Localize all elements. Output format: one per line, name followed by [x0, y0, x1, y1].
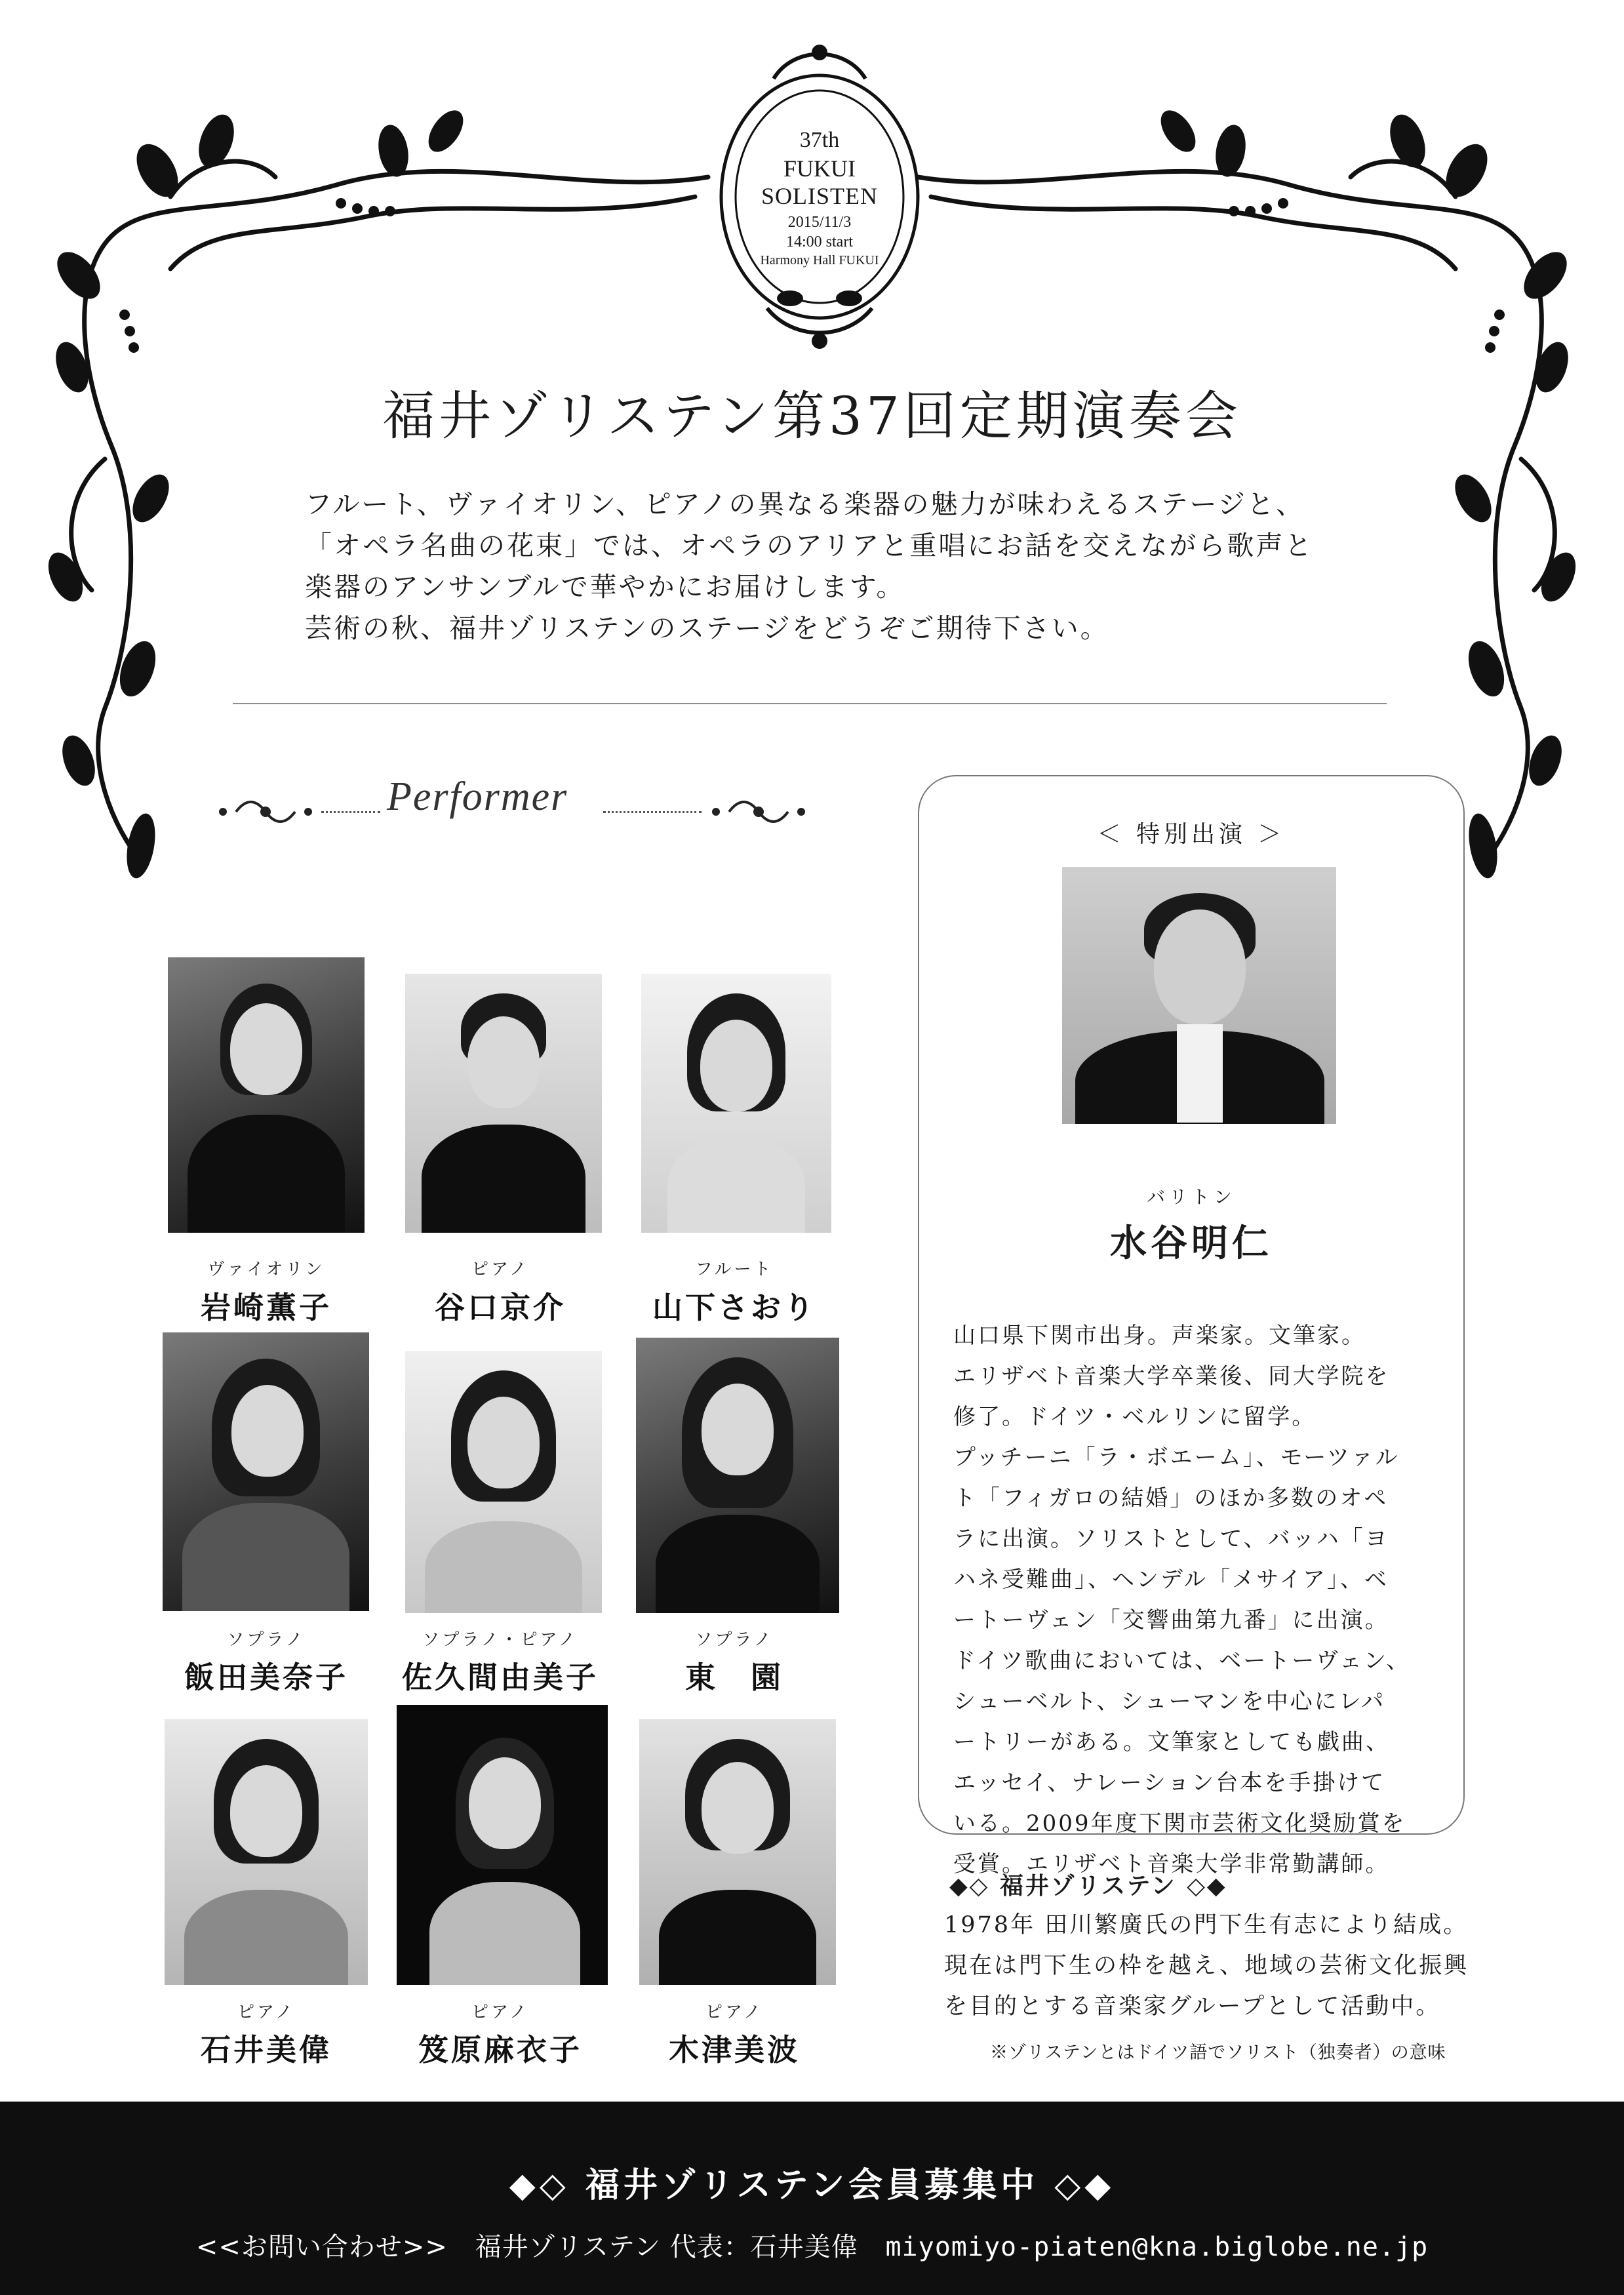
- performer-name: 岩崎薫子: [201, 1290, 332, 1325]
- group-line: 現在は門下生の枠を越え、地域の芸術文化振興: [944, 1953, 1469, 1979]
- bio-line: エリザベト音楽大学卒業後、同大学院を: [953, 1363, 1390, 1389]
- performer-instrument: ソプラノ: [695, 1630, 774, 1650]
- emblem-name-line2: SOLISTEN: [761, 183, 878, 209]
- performer-card: [616, 1332, 852, 1713]
- special-guest-panel: [918, 775, 1465, 1877]
- bio-line: ドイツ歌曲においては、ベートーヴェン、: [953, 1648, 1411, 1674]
- footer-title: ◆◇ 福井ゾリステン会員募集中 ◇◆: [509, 2165, 1115, 2205]
- performer-instrument: ピアノ: [237, 2003, 295, 2022]
- performer-card: [616, 1705, 852, 2085]
- emblem-date: 2015/11/3: [787, 214, 852, 231]
- performer-card: [148, 1705, 384, 2085]
- performer-name: 飯田美奈子: [184, 1660, 348, 1695]
- performer-instrument: ピアノ: [705, 2003, 763, 2022]
- bio-line: ラに出演。ソリストとして、バッハ「ヨ: [953, 1526, 1389, 1552]
- performer-instrument: ピアノ: [471, 1260, 529, 1279]
- special-guest-instrument: バリトン: [1146, 1186, 1236, 1208]
- performer-photo: [636, 1338, 839, 1613]
- performer-name: 佐久間由美子: [402, 1660, 599, 1695]
- intro-line: 芸術の秋、福井ゾリステンのステージをどうぞご期待下さい。: [305, 612, 1109, 644]
- page-title: 福井ゾリステン第37回定期演奏会: [382, 386, 1242, 447]
- contact-email-link[interactable]: miyomiyo-piaten@kna.biglobe.ne.jp: [885, 2232, 1429, 2262]
- emblem-time: 14:00 start: [786, 233, 853, 250]
- intro-line: 楽器のアンサンブルで華やかにお届けします。: [305, 571, 905, 603]
- performer-name: 東 園: [685, 1660, 783, 1695]
- performer-name: 谷口京介: [435, 1290, 566, 1325]
- special-guest-bio: [953, 1315, 1438, 1885]
- bio-line: 受賞。エリザベト音楽大学非常勤講師。: [953, 1851, 1390, 1877]
- performer-photo: [397, 1705, 608, 1985]
- performer-card: [148, 1332, 384, 1713]
- bio-line: ートリーがある。文筆家としても戯曲、: [953, 1729, 1390, 1755]
- emblem-edition: 37th: [799, 128, 840, 152]
- performer-photo: [165, 1719, 368, 1985]
- intro-line: フルート、ヴァイオリン、ピアノの異なる楽器の魅力が味わえるステージと、: [305, 489, 1305, 520]
- performer-heading: [216, 774, 806, 833]
- performer-title: Performer: [387, 774, 568, 819]
- special-heading: ＜ 特別出演 ＞: [1097, 821, 1286, 848]
- dotted-rule: [321, 811, 380, 813]
- performer-card: [616, 957, 852, 1338]
- performer-photo: [168, 957, 365, 1233]
- bio-line: プッチーニ「ラ・ボエーム」、モーツァル: [953, 1445, 1400, 1471]
- performer-photo: [163, 1332, 369, 1611]
- dotted-rule: [603, 811, 702, 813]
- contact-label: <<お問い合わせ>>: [195, 2232, 448, 2262]
- contact-organization: 福井ゾリステン 代表：石井美偉: [475, 2232, 858, 2262]
- section-divider: [233, 703, 1387, 704]
- performer-photo: [641, 974, 831, 1233]
- special-guest-photo: [1062, 867, 1336, 1124]
- emblem-venue: Harmony Hall FUKUI: [760, 253, 879, 268]
- bio-line: エッセイ、ナレーション台本を手掛けて: [953, 1770, 1386, 1796]
- performer-name: 笈原麻衣子: [418, 2032, 582, 2067]
- intro-text: [305, 484, 1419, 649]
- special-guest-name: 水谷明仁: [1110, 1222, 1273, 1265]
- performer-name: 山下さおり: [652, 1290, 816, 1325]
- performer-instrument: ソプラノ: [227, 1630, 306, 1650]
- performer-name: 石井美偉: [201, 2032, 332, 2067]
- performer-instrument: フルート: [695, 1260, 774, 1279]
- performer-card: [382, 957, 618, 1338]
- performer-photo: [405, 974, 602, 1233]
- group-line: を目的とする音楽家グループとして活動中。: [944, 1993, 1441, 2020]
- performer-card: [382, 1332, 618, 1713]
- performer-card: [382, 1705, 618, 2085]
- flourish-right-icon: [709, 799, 808, 825]
- performer-name: 木津美波: [669, 2032, 800, 2067]
- intro-line: 「オペラ名曲の花束」では、オペラのアリアと重唱にお話を交えながら歌声と: [305, 530, 1314, 561]
- bio-line: シューベルト、シューマンを中心にレパ: [953, 1688, 1386, 1715]
- bio-line: ートーヴェン「交響曲第九番」に出演。: [953, 1607, 1389, 1633]
- emblem-name-line1: FUKUI: [783, 155, 856, 182]
- performer-instrument: ソプラノ・ピアノ: [422, 1630, 578, 1650]
- performer-photo: [639, 1719, 836, 1985]
- performer-photo: [405, 1351, 602, 1613]
- group-description: [944, 1905, 1488, 2027]
- performer-card: [148, 957, 384, 1338]
- flourish-left-icon: [216, 799, 315, 825]
- group-title: ◆◇ 福井ゾリステン ◇◆: [949, 1872, 1227, 1900]
- performer-instrument: ピアノ: [471, 2003, 529, 2022]
- group-note: ※ゾリステンとはドイツ語でソリスト（独奏者）の意味: [990, 2043, 1446, 2063]
- bio-line: いる。2009年度下関市芸術文化奨励賞を: [953, 1810, 1406, 1837]
- performer-instrument: ヴァイオリン: [207, 1260, 325, 1279]
- footer-contact: [0, 2226, 1624, 2264]
- group-line: 1978年 田川繁廣氏の門下生有志により結成。: [944, 1912, 1469, 1938]
- footer-banner: [0, 2102, 1624, 2295]
- event-emblem: [721, 79, 918, 321]
- bio-line: 山口県下関市出身。声楽家。文筆家。: [953, 1323, 1366, 1349]
- bio-line: ハネ受難曲」、ヘンデル「メサイア」、ベ: [953, 1567, 1389, 1593]
- bio-line: ト「フィガロの結婚」のほか多数のオペ: [953, 1485, 1389, 1511]
- bio-line: 修了。ドイツ・ベルリンに留学。: [953, 1404, 1317, 1430]
